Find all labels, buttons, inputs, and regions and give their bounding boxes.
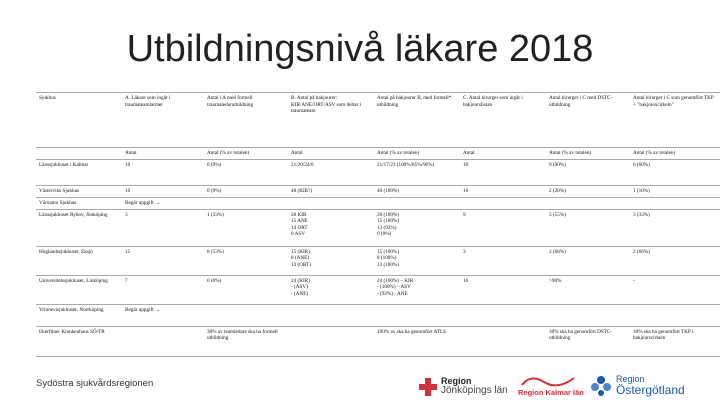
- header-row-cell-0: Sjukhus: [36, 93, 122, 148]
- subheader-row: [36, 148, 720, 160]
- logo-ostergotland-line2: Östergötland: [616, 383, 685, 398]
- table-row-cell-3: 24 (KIR) - (ASV) - (ANE): [288, 275, 374, 304]
- table-row-cell-0: Höglandssjukhuset, Eksjö: [36, 246, 122, 275]
- table-row-cell-7: 30% ska ha genomfört TKP i bakjourscirkeln: [630, 326, 720, 356]
- table-row-cell-6: 5 (55%): [546, 209, 630, 246]
- subheader-row-cell-7: Antal (% av totalen): [630, 148, 720, 160]
- table-row-cell-5: 16: [460, 275, 546, 304]
- table-row-cell-7: 6 (60%): [630, 159, 720, 185]
- table-row-cell-3: 21/20/24/0: [288, 159, 374, 185]
- table-row-cell-7: 1 (10%): [630, 185, 720, 197]
- flower-icon: [590, 375, 612, 397]
- table-row-cell-6: 2 (66%): [546, 246, 630, 275]
- table-row-cell-1: 10: [122, 185, 204, 197]
- subheader-row-cell-3: Antal: [288, 148, 374, 160]
- table-row-cell-3: [288, 197, 374, 209]
- table-row-cell-1: 7: [122, 275, 204, 304]
- table-row-cell-0: Värnamo Sjukhus: [36, 197, 122, 209]
- table-row-cell-4: [374, 197, 460, 209]
- table-row-cell-2: 0 (0%): [204, 159, 288, 185]
- table-row-cell-3: 20 KIR 15 ANE 14 ORT 0 ASV: [288, 209, 374, 246]
- cross-icon: [418, 377, 438, 397]
- table-row-cell-0: Universitetssjukhuset, Linköping: [36, 275, 122, 304]
- table-row-cell-2: [204, 304, 288, 326]
- table-row-cell-1: 10: [122, 159, 204, 185]
- table-row-cell-5: [460, 197, 546, 209]
- table-row-cell-4: 21/17/23 (100%/85%/96%): [374, 159, 460, 185]
- table-row-cell-4: 100% av ska ha genomfört ATLS: [374, 326, 460, 356]
- table-row-cell-5: 9: [460, 209, 546, 246]
- subheader-row-cell-6: Antal (% av totalen): [546, 148, 630, 160]
- table-row-cell-7: -: [630, 275, 720, 304]
- table-row-cell-5: [460, 326, 546, 356]
- table-row-cell-3: [288, 326, 374, 356]
- table-row-cell-2: 0 (0%): [204, 275, 288, 304]
- table-row-cell-7: [630, 304, 720, 326]
- table-row-cell-0: Länssjukhuset Ryhov, Jönköping: [36, 209, 122, 246]
- table-row: [36, 246, 720, 275]
- header-row-cell-4: Antal på bakjourer B, med formell* utbildning: [374, 93, 460, 148]
- table-row-cell-5: [460, 304, 546, 326]
- region-ostergotland-logo: [590, 375, 685, 397]
- table-row-cell-4: [374, 304, 460, 326]
- region-kalmar-logo: [518, 375, 584, 397]
- logo-kalmar-line2: Region Kalmar län: [518, 388, 584, 398]
- table-row: [36, 185, 720, 197]
- table-row-cell-4: 15 (100%) 8 (100%) 13 (100%): [374, 246, 460, 275]
- header-row-cell-3: B. Antal på bakjourer: KIR/ANE/ORT/ASV som deltar i traumateam: [288, 93, 374, 148]
- table-row: [36, 159, 720, 185]
- table-row-cell-1: Begär uppgift →: [122, 304, 204, 326]
- logo-jonkoping-line1: Region: [441, 376, 472, 387]
- subheader-row-cell-5: Antal: [460, 148, 546, 160]
- table-row-cell-6: 30% ska ha genomfört DSTC-utbildning: [546, 326, 630, 356]
- kalmar-heart-icon: [518, 375, 578, 389]
- table-row-cell-1: 3: [122, 209, 204, 246]
- table-row-cell-3: [288, 304, 374, 326]
- table-row: [36, 209, 720, 246]
- table-row-cell-6: 2 (20%): [546, 185, 630, 197]
- subheader-row-cell-1: Antal: [122, 148, 204, 160]
- slide-title: Utbildningsnivå läkare 2018: [126, 28, 594, 70]
- table-row-cell-5: 10: [460, 159, 546, 185]
- table-row-cell-2: 1 (33%): [204, 209, 288, 246]
- table-row-cell-0: Ekerfilner Krankenhaus SÖ/TR: [36, 326, 122, 356]
- table-row-cell-6: 9 (90%): [546, 159, 630, 185]
- logo-ostergotland-line1: Region: [616, 373, 645, 384]
- table-row-cell-4: 20 (100%) 15 (100%) 13 (93%) 0 (0%): [374, 209, 460, 246]
- subheader-row-cell-4: Antal (% av totalen): [374, 148, 460, 160]
- logo-jonkoping-line2: Jönköpings län: [441, 385, 508, 397]
- table-row-cell-7: [630, 197, 720, 209]
- header-row-cell-1: A. Läkare som ingår i traumateamlarmet: [122, 93, 204, 148]
- table-row-cell-1: 15: [122, 246, 204, 275]
- header-row-cell-7: Antal kirurger i C som genomfört TKP + "bakjourscirkeln": [630, 93, 720, 148]
- training-table: [36, 92, 720, 357]
- subheader-row-cell-2: Antal (% av totalen): [204, 148, 288, 160]
- table-row: [36, 275, 720, 304]
- table-row-cell-6: >90%: [546, 275, 630, 304]
- table-row-cell-2: 8 (53%): [204, 246, 288, 275]
- header-row-cell-5: C. Antal kirurger som ingår i bakjourslistan: [460, 93, 546, 148]
- table-row-cell-3: 15 (KIR) 8 (ANE) 13 (ORT): [288, 246, 374, 275]
- region-jonkoping-logo: [418, 377, 508, 397]
- table-row-cell-5: 10: [460, 185, 546, 197]
- table-row-cell-6: [546, 304, 630, 326]
- table-row: [36, 304, 720, 326]
- table-row-cell-2: 0 (0%): [204, 185, 288, 197]
- table-row-cell-1: [122, 326, 204, 356]
- table-row-cell-7: 2 (66%): [630, 246, 720, 275]
- table-row-cell-1: Begär uppgift →: [122, 197, 204, 209]
- table-row-cell-5: 3: [460, 246, 546, 275]
- header-row-cell-6: Antal kirurger i C med DSTC-utbildning: [546, 93, 630, 148]
- table-row-cell-3: 40 (KIR?): [288, 185, 374, 197]
- table-row: [36, 326, 720, 356]
- subheader-row-cell-0: [36, 148, 122, 160]
- table-row-cell-2: 30% av teamledare ska ha formell utbildning: [204, 326, 288, 356]
- table-row-cell-6: [546, 197, 630, 209]
- header-row: [36, 93, 720, 148]
- table-row-cell-0: Länssjukhuset i Kalmar: [36, 159, 122, 185]
- region-footer: Sydöstra sjukvårdsregionen: [36, 378, 154, 389]
- table-row-cell-4: 24 (100%) – KIR - (100%) – ASV - (92%) - ANE: [374, 275, 460, 304]
- table-row-cell-4: 40 (100%): [374, 185, 460, 197]
- table-row-cell-0: Vrinnevisjukhuset, Norrköping: [36, 304, 122, 326]
- table-row-cell-7: 3 (33%): [630, 209, 720, 246]
- table-row-cell-2: [204, 197, 288, 209]
- table-row: [36, 197, 720, 209]
- header-row-cell-2: Antal i A med formell traumaledarutbildning: [204, 93, 288, 148]
- table-row-cell-0: Västerviks Sjukhus: [36, 185, 122, 197]
